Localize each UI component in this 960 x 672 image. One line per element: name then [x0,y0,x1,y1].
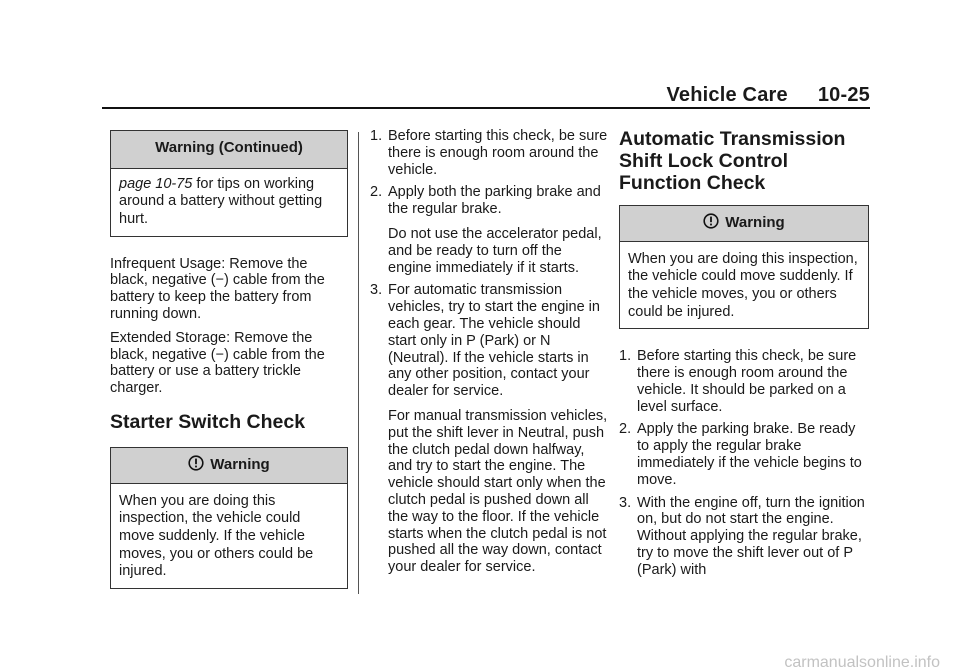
page-header [666,84,870,107]
warning-box [110,447,348,589]
header-rule [102,107,870,109]
warning-title: Warning [210,455,270,473]
step-number: 1. [370,128,383,144]
list-item [370,282,608,576]
step-subtext: For manual transmission vehicles, put the shift lever in Neutral, push the clutch pedal down halfway, and try to start the engine. The vehicle should start only when the clutch pedal is pushed down all the way to the floor. If the vehicle starts when the clutch pedal is not pushed all the way down, contact your dealer for service. [388,407,608,576]
warning-continued-box [110,130,348,237]
warning-continued-title: Warning (Continued) [111,131,347,169]
step-text: Apply the parking brake. Be ready to apply the regular brake immediately if the vehicle begins to move. [637,421,862,488]
extended-storage-paragraph: Extended Storage: Remove the black, negative (−) cable from the battery or use a battery trickle charger. [110,329,325,397]
watermark: carmanualsonline.info [784,654,940,671]
step-text: With the engine off, turn the ignition on, but do not start the engine. Without applying the regular brake, try to move the shift lever out of P (Park) with [637,494,865,578]
starter-check-steps [370,128,608,576]
step-subtext: Do not use the accelerator pedal, and be ready to turn off the engine immediately if it starts. [388,225,602,276]
warning-continued-body [111,169,347,236]
step-number: 3. [619,494,632,511]
step-text: Apply both the parking brake and the regular brake. [388,184,601,218]
warning-body [111,484,347,588]
step-number: 2. [370,184,383,201]
warning-text: When you are doing this inspection, the vehicle could move suddenly. If the vehicle moves, you or others could be injured. [628,250,858,320]
starter-switch-heading: Starter Switch Check [110,410,306,433]
page-reference-link[interactable]: page 10-75 [119,175,193,192]
list-item [370,184,608,276]
list-item [370,128,608,178]
section-title: Vehicle Care [666,84,788,106]
warning-header [620,206,868,242]
warning-continued-text: for tips on working around a battery without getting hurt. [119,175,323,227]
infrequent-usage-paragraph: Infrequent Usage: Remove the black, negative (−) cable from the battery to keep the battery from running down. [110,255,325,322]
warning-header [111,448,347,484]
warning-body [620,242,868,328]
page-number: 10-25 [817,84,870,106]
step-number: 3. [370,282,383,299]
step-number: 2. [619,421,632,438]
warning-box [619,205,869,329]
warning-icon [188,455,206,471]
step-text: Before starting this check, be sure there is enough room around the vehicle. It should be parked on a level surface. [637,348,857,415]
step-number: 1. [619,348,632,365]
step-text: For automatic transmission vehicles, try to start the engine in each gear. The vehicle should start only in P (Park) or N (Neutral). If the vehicle starts in any other position, contact your dealer for service. [388,282,600,400]
warning-icon [703,213,721,229]
warning-text: When you are doing this inspection, the vehicle could move suddenly. If the vehicle moves, you or others could be injured. [119,492,314,580]
shift-lock-heading: Automatic Transmission Shift Lock Control Function Check [619,128,846,194]
column-divider [358,132,359,594]
step-text: Before starting this check, be sure there is enough room around the vehicle. [388,128,608,178]
left-column [110,130,348,589]
list-item [619,348,869,415]
right-column [619,128,869,585]
shift-lock-steps [619,348,869,578]
list-item [619,495,869,579]
middle-column [370,128,608,582]
list-item [619,421,869,488]
warning-title: Warning [725,214,785,231]
